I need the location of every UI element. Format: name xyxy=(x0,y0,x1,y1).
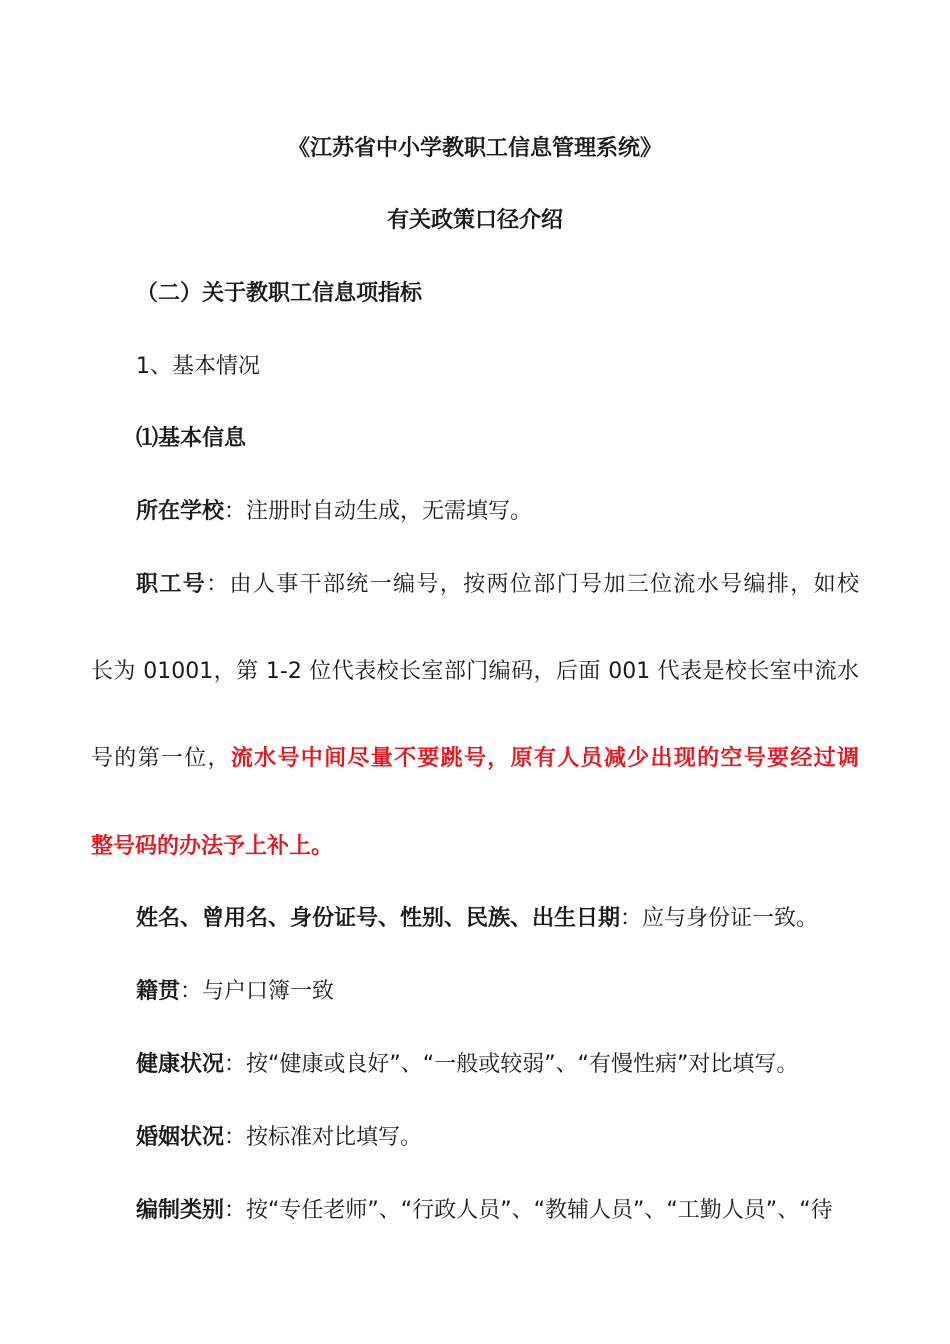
paragraph-employee-id-line2: 长为 01001，第 1-2 位代表校长室部门编码，后面 001 代表是校长室中流水 xyxy=(91,659,859,684)
paragraph-employee-id-line3 xyxy=(91,744,859,774)
field-label: 所在学校 xyxy=(136,499,225,524)
field-text: ：按“专任老师”、“行政人员”、“教辅人员”、“工勤人员”、“待 xyxy=(224,1198,833,1223)
paragraph-school xyxy=(136,497,532,527)
subsection-heading: 1、基本情况 xyxy=(136,354,260,379)
paragraph-health-status xyxy=(136,1050,798,1080)
field-label: 健康状况 xyxy=(136,1052,225,1077)
field-text: ：与户口簿一致 xyxy=(180,979,335,1004)
document-subtitle: 有关政策口径介绍 xyxy=(386,208,563,233)
paragraph-marital-status xyxy=(136,1123,422,1153)
paragraph-staffing-category xyxy=(136,1196,833,1226)
field-text: ：按标准对比填写。 xyxy=(224,1125,423,1150)
field-label: 籍贯 xyxy=(136,979,181,1004)
paragraph-identity-fields xyxy=(136,904,818,934)
field-label: 姓名、曾用名、身份证号、性别、民族、出生日期 xyxy=(136,906,621,931)
section-heading: （二）关于教职工信息项指标 xyxy=(136,281,423,306)
sub-subsection-heading: ⑴基本信息 xyxy=(136,426,247,451)
field-label: 婚姻状况 xyxy=(136,1125,225,1150)
field-text: ：按“健康或良好”、“一般或较弱”、“有慢性病”对比填写。 xyxy=(224,1052,799,1077)
field-label: 职工号 xyxy=(136,572,207,597)
field-text: ：应与身份证一致。 xyxy=(620,906,819,931)
field-text: 号的第一位， xyxy=(91,746,231,771)
highlight-text: 流水号中间尽量不要跳号，原有人员减少出现的空号要经过调 xyxy=(230,746,859,771)
highlight-text-line4: 整号码的办法予上补上。 xyxy=(91,834,334,859)
field-label: 编制类别 xyxy=(136,1198,225,1223)
paragraph-native-place xyxy=(136,977,334,1007)
field-text: ：由人事干部统一编号，按两位部门号加三位流水号编排，如校 xyxy=(206,572,859,597)
field-text: ：注册时自动生成，无需填写。 xyxy=(224,499,533,524)
document-title: 《江苏省中小学教职工信息管理系统》 xyxy=(287,136,662,161)
paragraph-employee-id-line1 xyxy=(136,570,859,600)
